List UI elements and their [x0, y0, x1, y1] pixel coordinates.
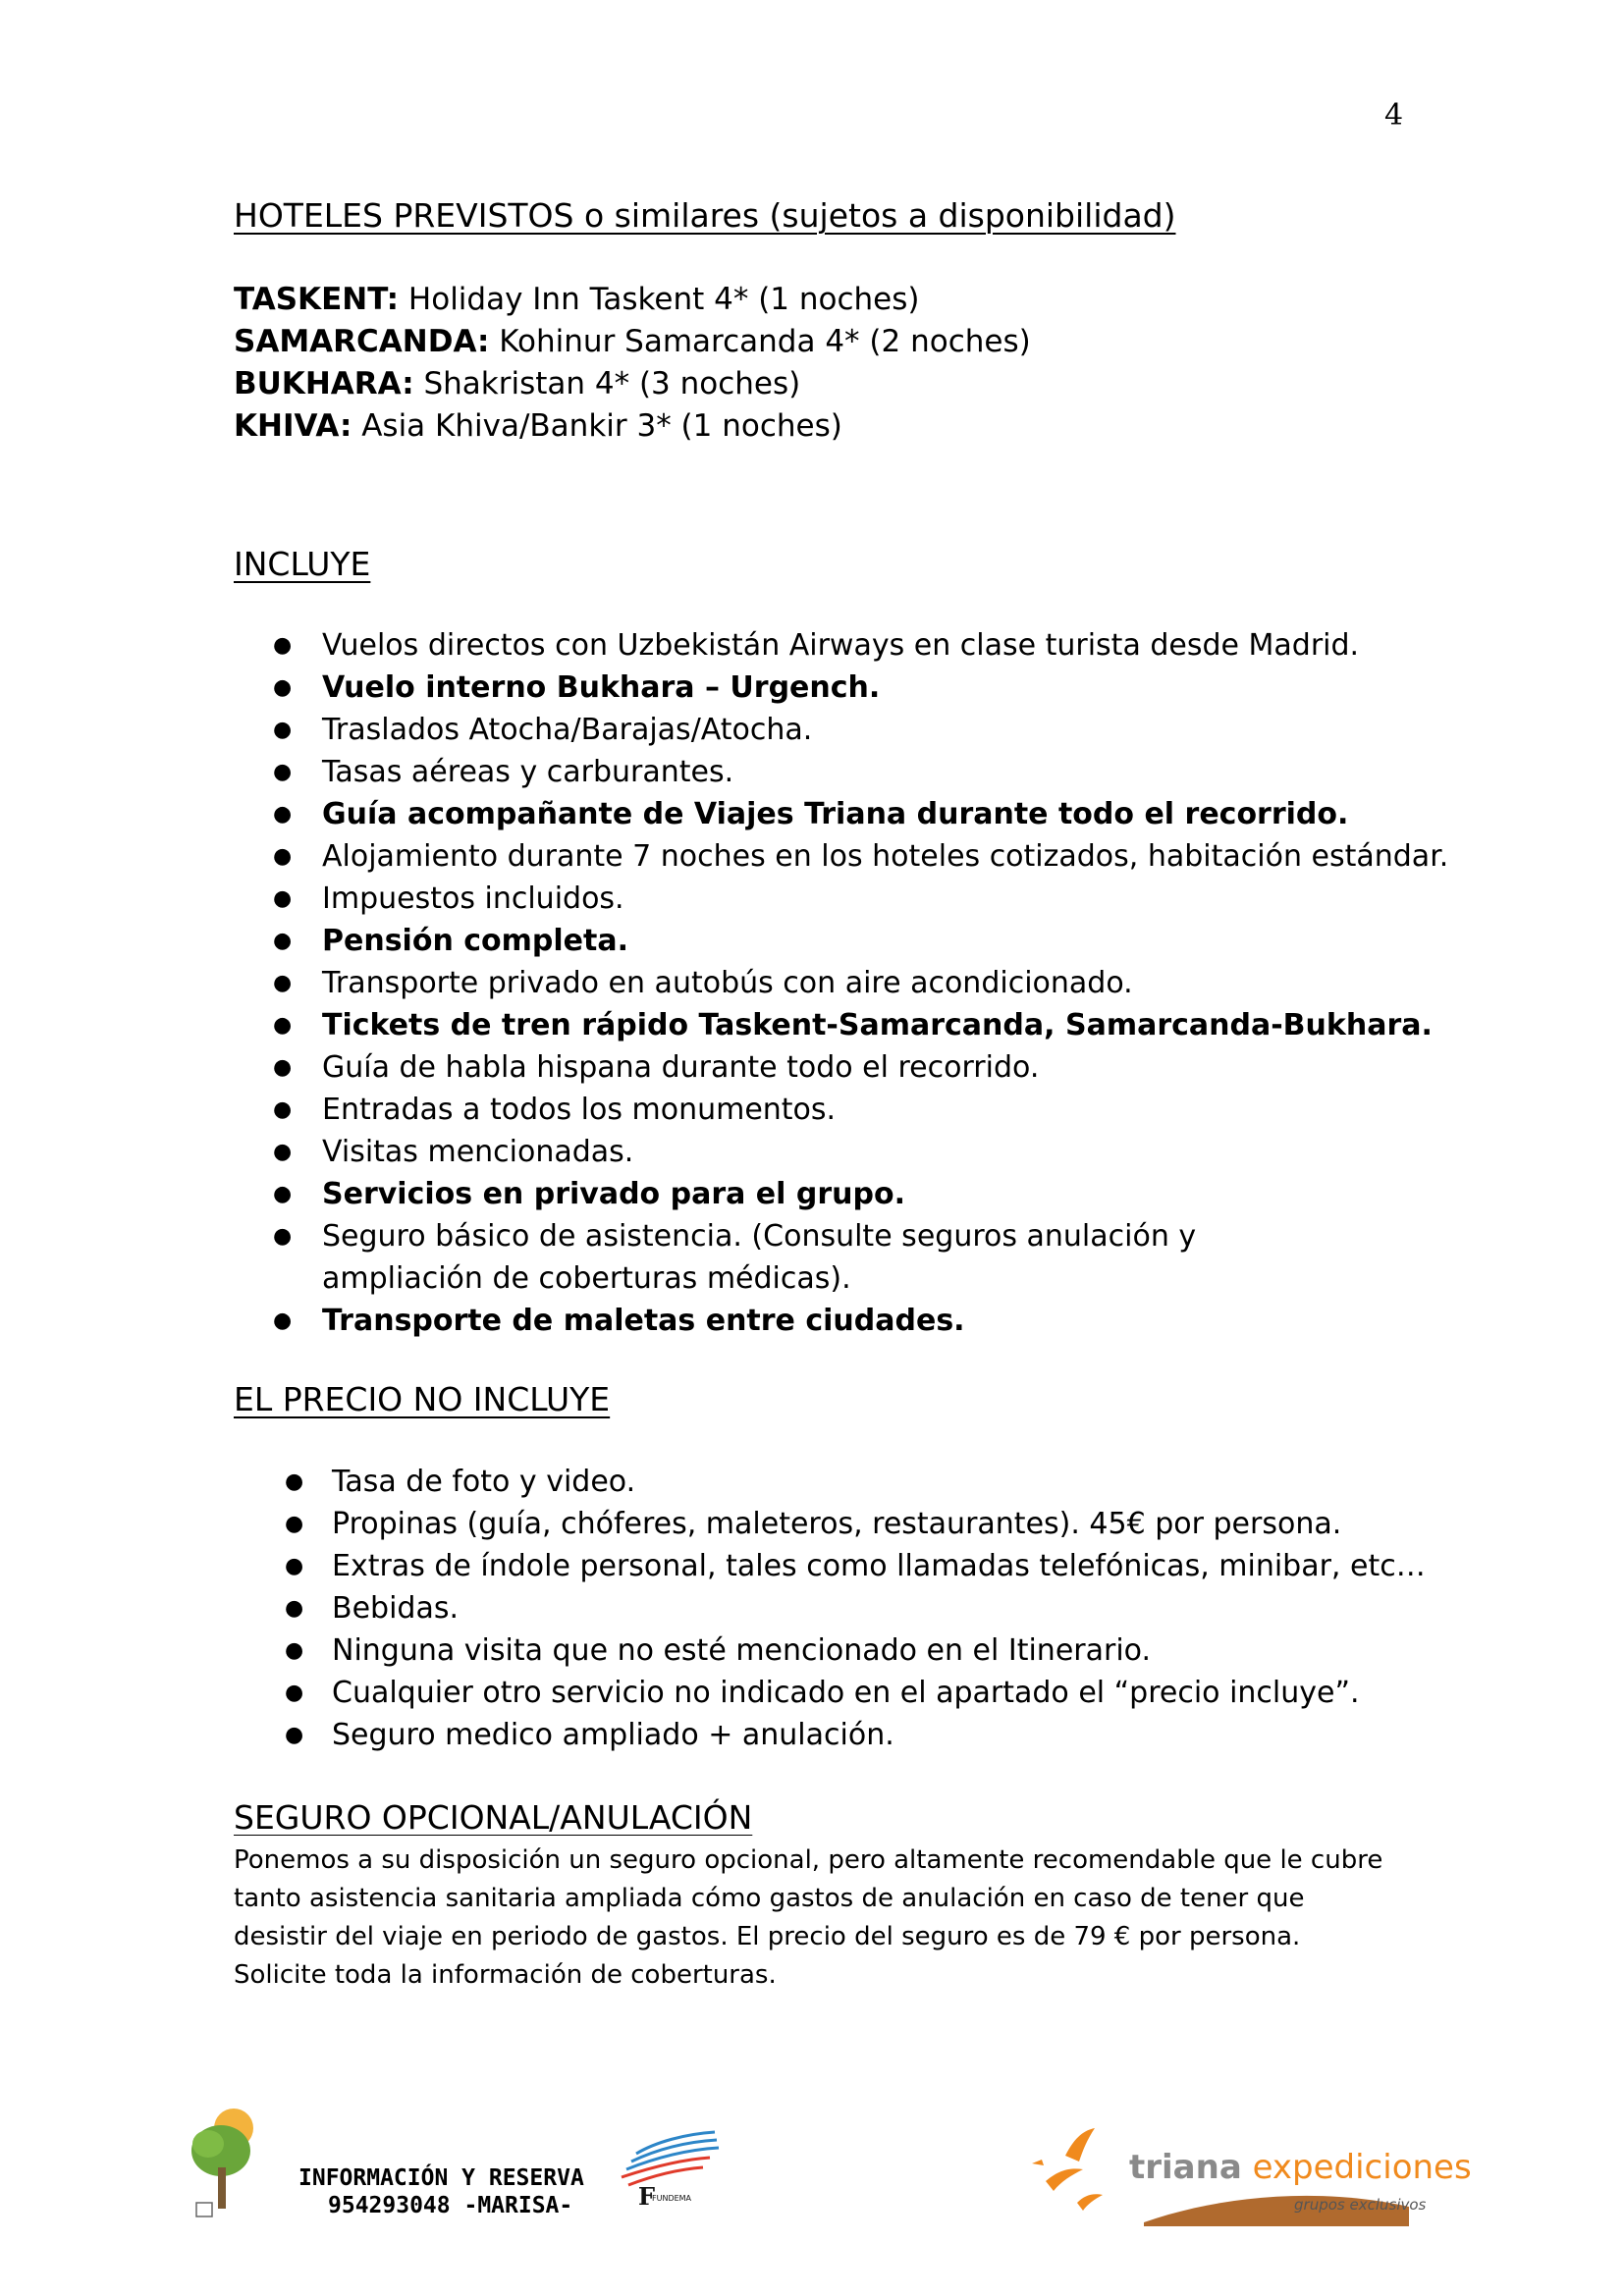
bullet-icon: ● [285, 1554, 304, 1578]
hotel-row [234, 363, 1031, 405]
bullet-icon: ● [273, 971, 293, 995]
list-item: ● Traslados Atocha/Barajas/Atocha. [322, 709, 1412, 751]
list-item: ● Guía acompañante de Viajes Triana durante todo el recorrido. [322, 793, 1412, 835]
list-item: ● Extras de índole personal, tales como llamadas telefónicas, minibar, etc… [332, 1545, 1412, 1587]
bullet-icon: ● [273, 718, 293, 742]
no-incluye-heading: EL PRECIO NO INCLUYE [234, 1380, 611, 1418]
list-item: ● Ninguna visita que no esté mencionado en el Itinerario. [332, 1629, 1412, 1672]
list-item: ● Vuelos directos con Uzbekistán Airways en clase turista desde Madrid. [322, 624, 1412, 667]
svg-text:FUNDEMA: FUNDEMA [652, 2194, 692, 2203]
bullet-icon: ● [285, 1512, 304, 1536]
seguro-heading: SEGURO OPCIONAL/ANULACIÓN [234, 1798, 753, 1837]
hotel-city: KHIVA: [234, 408, 352, 444]
list-item: ● Vuelo interno Bukhara – Urgench. [322, 667, 1412, 709]
hotel-detail: Kohinur Samarcanda 4* (2 noches) [489, 324, 1031, 359]
bullet-icon: ● [285, 1681, 304, 1705]
bullet-icon: ● [273, 1224, 293, 1249]
bullet-icon: ● [273, 1097, 293, 1122]
contact-phone: 954293048 -MARISA- [328, 2193, 573, 2218]
hotels-heading: HOTELES PREVISTOS o similares (sujetos a disponibilidad) [234, 196, 1176, 235]
list-item: ● Seguro básico de asistencia. (Consulte seguros anulación y ampliación de coberturas médicas). [322, 1215, 1363, 1300]
hotel-row [234, 321, 1031, 363]
list-item: ● Tasas aéreas y carburantes. [322, 751, 1412, 793]
list-item: ● Tasa de foto y video. [332, 1461, 1412, 1503]
list-item: ● Propinas (guía, chóferes, maleteros, restaurantes). 45€ por persona. [332, 1503, 1412, 1545]
brand-name-secondary: expediciones [1241, 2148, 1472, 2187]
incluye-list [273, 624, 1449, 1342]
bullet-icon: ● [285, 1723, 304, 1747]
list-item: ● Impuestos incluidos. [322, 878, 1412, 920]
bullet-icon: ● [273, 1182, 293, 1206]
hotel-city: SAMARCANDA: [234, 324, 490, 359]
list-item: ● Entradas a todos los monumentos. [322, 1089, 1412, 1131]
list-item: ● Alojamiento durante 7 noches en los hoteles cotizados, habitación estándar. [322, 835, 1412, 878]
no-incluye-list [285, 1461, 1426, 1756]
list-item: ● Guía de habla hispana durante todo el recorrido. [322, 1046, 1412, 1089]
incluye-heading: INCLUYE [234, 545, 371, 583]
svg-text:F: F [638, 2182, 656, 2211]
hotels-list [234, 279, 1031, 448]
hotel-detail: Shakristan 4* (3 noches) [413, 366, 801, 401]
fundema-logo-icon [617, 2124, 725, 2213]
list-item: ● Cualquier otro servicio no indicado en el apartado el “precio incluye”. [332, 1672, 1412, 1714]
bullet-icon: ● [273, 1308, 293, 1333]
hotel-detail: Holiday Inn Taskent 4* (1 noches) [399, 282, 920, 317]
bullet-icon: ● [285, 1596, 304, 1621]
bullet-icon: ● [273, 675, 293, 700]
list-item: ● Pensión completa. [322, 920, 1412, 962]
list-item: ● Tickets de tren rápido Taskent-Samarcanda, Samarcanda-Bukhara. [322, 1004, 1412, 1046]
list-item: ● Transporte de maletas entre ciudades. [322, 1300, 1412, 1342]
bullet-icon: ● [285, 1638, 304, 1663]
footer [0, 2101, 1624, 2238]
tree-logo-icon [187, 2107, 265, 2224]
bullet-icon: ● [273, 1013, 293, 1038]
list-item: ● Transporte privado en autobús con aire acondicionado. [322, 962, 1412, 1004]
list-item: ● Servicios en privado para el grupo. [322, 1173, 1412, 1215]
triana-brand [1129, 2148, 1472, 2187]
seguro-text: Ponemos a su disposición un seguro opcional, pero altamente recomendable que le cubre tanto asistencia sanitaria ampliada cómo gastos de anulación en caso de tener que desistir del viaje en periodo de gastos. El precio del seguro es de 79 € por persona. Solicite toda la información de coberturas. [234, 1845, 1383, 1990]
bullet-icon: ● [273, 929, 293, 953]
bullet-icon: ● [273, 802, 293, 827]
bullet-icon: ● [273, 760, 293, 784]
bullet-icon: ● [285, 1469, 304, 1494]
bullet-icon: ● [273, 1055, 293, 1080]
hotel-city: BUKHARA: [234, 366, 414, 401]
bullet-icon: ● [273, 886, 293, 911]
triana-tagline: grupos exclusivos [1294, 2196, 1427, 2214]
hotel-city: TASKENT: [234, 282, 400, 317]
bullet-icon: ● [273, 844, 293, 869]
hotel-detail: Asia Khiva/Bankir 3* (1 noches) [352, 408, 842, 444]
page-number: 4 [1384, 98, 1404, 133]
list-item: ● Visitas mencionadas. [322, 1131, 1412, 1173]
contact-line: INFORMACIÓN Y RESERVA [298, 2165, 584, 2191]
brand-name-primary: triana [1129, 2148, 1242, 2187]
list-item: ● Seguro medico ampliado + anulación. [332, 1714, 1412, 1756]
hotel-row [234, 405, 1031, 448]
hotel-row [234, 279, 1031, 321]
bullet-icon: ● [273, 633, 293, 658]
bullet-icon: ● [273, 1140, 293, 1164]
contact-block [298, 2164, 584, 2219]
list-item: ● Bebidas. [332, 1587, 1412, 1629]
